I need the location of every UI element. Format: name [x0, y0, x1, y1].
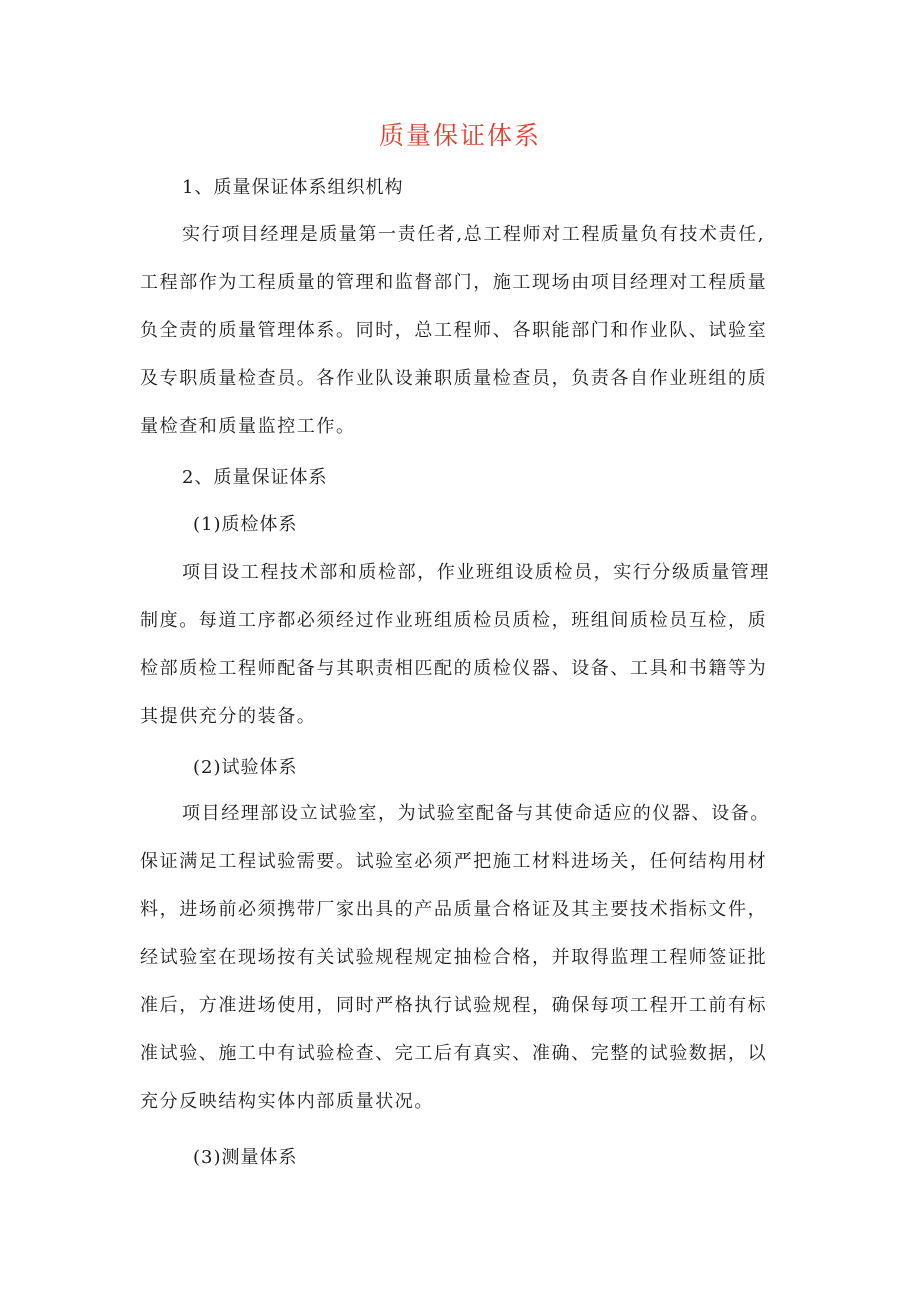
paragraph-line: 准试验、施工中有试验检查、完工后有真实、准确、完整的试验数据，以: [140, 1043, 768, 1064]
subsection-2-paragraph: [140, 790, 800, 1126]
paragraph-line: 充分反映结构实体内部质量状况。: [140, 1091, 434, 1112]
paragraph-line: 负全责的质量管理体系。同时，总工程师、各职能部门和作业队、试验室: [140, 320, 768, 341]
paragraph-line: 量检查和质量监控工作。: [140, 416, 356, 437]
section-1-paragraph: [140, 211, 800, 451]
paragraph-line: 准后，方准进场使用，同时严格执行试验规程，确保每项工程开工前有标: [140, 995, 768, 1016]
paragraph-line: 项目设工程技术部和质检部，作业班组设质检员，实行分级质量管理: [182, 562, 770, 583]
subsection-2-heading: (2)试验体系: [193, 757, 298, 778]
paragraph-line: 工程部作为工程质量的管理和监督部门，施工现场由项目经理对工程质量: [140, 272, 768, 293]
paragraph-line: 及专职质量检查员。各作业队设兼职质量检查员，负责各自作业班组的质: [140, 368, 768, 389]
subsection-1-paragraph: [140, 549, 800, 741]
paragraph-line: 检部质检工程师配备与其职责相匹配的质检仪器、设备、工具和书籍等为: [140, 658, 768, 679]
paragraph-line: 项目经理部设立试验室，为试验室配备与其使命适应的仪器、设备。: [182, 803, 770, 824]
paragraph-line: 其提供充分的装备。: [140, 706, 317, 727]
paragraph-line: 实行项目经理是质量第一责任者,总工程师对工程质量负有技术责任,: [182, 224, 766, 245]
section-2-heading: 2、质量保证体系: [182, 467, 328, 488]
paragraph-line: 料，进场前必须携带厂家出具的产品质量合格证及其主要技术指标文件，: [140, 899, 768, 920]
document-title: 质量保证体系: [378, 121, 541, 150]
paragraph-line: 制度。每道工序都必须经过作业班组质检员质检，班组间质检员互检，质: [140, 610, 768, 631]
paragraph-line: 经试验室在现场按有关试验规程规定抽检合格，并取得监理工程师签证批: [140, 947, 768, 968]
subsection-3-heading: (3)测量体系: [193, 1147, 298, 1168]
subsection-1-heading: (1)质检体系: [193, 514, 298, 535]
paragraph-line: 保证满足工程试验需要。试验室必须严把施工材料进场关，任何结构用材: [140, 851, 768, 872]
section-1-heading: 1、质量保证体系组织机构: [182, 177, 404, 198]
